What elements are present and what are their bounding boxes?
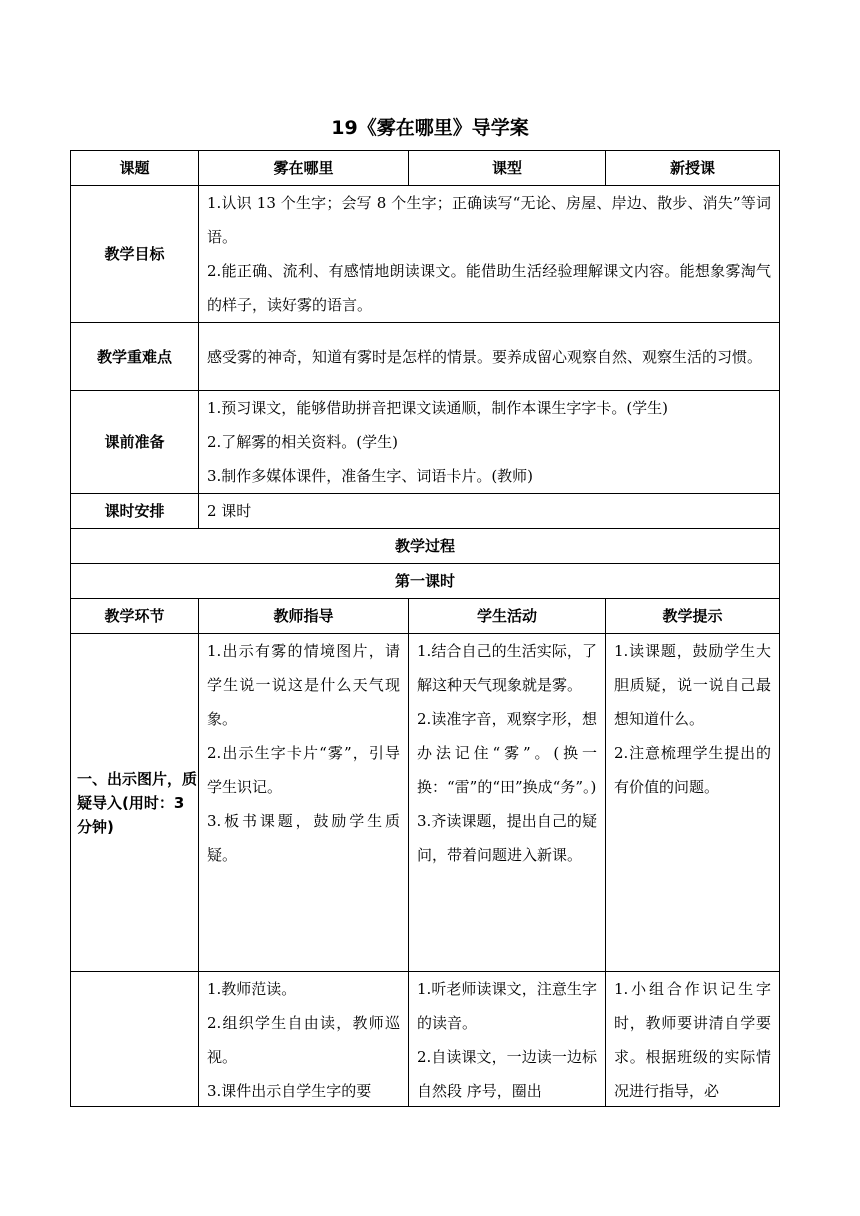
- col-header-stage: 教学环节: [71, 599, 199, 634]
- student-step: 2.读准字音，观察字形，想办法记住“雾”。(换一换：“雷”的“田”换成“务”。): [417, 710, 597, 796]
- objective-item: 2.能正确、流利、有感情地朗读课文。能借助生活经验理解课文内容。能想象雾淘气的样子，读好雾的语言。: [207, 262, 771, 314]
- objective-item: 1.认识 13 个生字；会写 8 个生字；正确读写“无论、房屋、岸边、散步、消失”等词语。: [207, 194, 771, 246]
- process-header-row: [71, 529, 780, 564]
- teacher-cell: [199, 972, 409, 1107]
- objectives-content: [199, 186, 780, 323]
- teacher-steps: [207, 972, 400, 1106]
- process-row-2: [71, 972, 780, 1107]
- type-value: 新授课: [606, 151, 780, 186]
- teacher-step: 2.组织学生自由读，教师巡视。: [207, 1014, 400, 1066]
- stage-text: [77, 972, 198, 1106]
- teacher-step: 3.板书课题，鼓励学生质疑。: [207, 812, 400, 864]
- objectives-row: [71, 186, 780, 323]
- stage-cell: 一、出示图片，质疑导入(用时：3 分钟): [71, 634, 199, 972]
- preparation-item: 1.预习课文，能够借助拼音把课文读通顺，制作本课生字字卡。(学生): [207, 399, 669, 417]
- process-row-1: [71, 634, 780, 972]
- student-step: 2.自读课文，一边读一边标自然段 序号，圈出: [417, 1048, 597, 1100]
- tip-item: 1.小组合作识记生字时，教师要讲清自学要求。根据班级的实际情况进行指导，必: [614, 980, 771, 1100]
- tip-items: [614, 972, 771, 1106]
- preparation-item: 3.制作多媒体课件，准备生字、词语卡片。(教师): [207, 467, 534, 485]
- lesson-plan-table: [70, 150, 780, 1107]
- student-step: 1.听老师读课文，注意生字的读音。: [417, 980, 597, 1032]
- schedule-row: [71, 494, 780, 529]
- col-header-tips: 教学提示: [606, 599, 780, 634]
- preparation-content: [199, 391, 780, 494]
- schedule-label: 课时安排: [71, 494, 199, 529]
- teacher-step: 1.教师范读。: [207, 980, 297, 998]
- process-header: 教学过程: [71, 529, 780, 564]
- student-cell: [409, 634, 606, 972]
- student-step: 1.结合自己的生活实际，了解这种天气现象就是雾。: [417, 642, 597, 694]
- teacher-step: 2.出示生字卡片“雾”，引导学生识记。: [207, 744, 400, 796]
- teacher-step: 3.课件出示自学生字的要: [207, 1082, 372, 1100]
- key-points-label: 教学重难点: [71, 323, 199, 391]
- tips-cell: [606, 634, 780, 972]
- schedule-value: 2 课时: [199, 494, 780, 529]
- tip-item: 1.读课题，鼓励学生大胆质疑，说一说自己最想知道什么。: [614, 642, 771, 728]
- tip-item: 2.注意梳理学生提出的有价值的问题。: [614, 744, 771, 796]
- preparation-item: 2.了解雾的相关资料。(学生): [207, 433, 399, 451]
- lesson-header: 第一课时: [71, 564, 780, 599]
- teacher-step: 1.出示有雾的情境图片，请学生说一说这是什么天气现象。: [207, 642, 400, 728]
- student-steps: [417, 972, 597, 1106]
- teacher-cell: [199, 634, 409, 972]
- key-points-content: 感受雾的神奇，知道有雾时是怎样的情景。要养成留心观察自然、观察生活的习惯。: [199, 323, 780, 391]
- preparation-label: 课前准备: [71, 391, 199, 494]
- key-points-row: [71, 323, 780, 391]
- topic-value: 雾在哪里: [199, 151, 409, 186]
- topic-label: 课题: [71, 151, 199, 186]
- column-header-row: [71, 599, 780, 634]
- info-row: [71, 151, 780, 186]
- col-header-student: 学生活动: [409, 599, 606, 634]
- page-title: 19《雾在哪里》导学案: [331, 117, 529, 139]
- stage-cell: [71, 972, 199, 1107]
- lesson-header-row: [71, 564, 780, 599]
- objectives-label: 教学目标: [71, 186, 199, 323]
- col-header-teacher: 教师指导: [199, 599, 409, 634]
- type-label: 课型: [409, 151, 606, 186]
- student-cell: [409, 972, 606, 1107]
- student-step: 3.齐读课题，提出自己的疑问，带着问题进入新课。: [417, 812, 597, 864]
- preparation-row: [71, 391, 780, 494]
- tips-cell: [606, 972, 780, 1107]
